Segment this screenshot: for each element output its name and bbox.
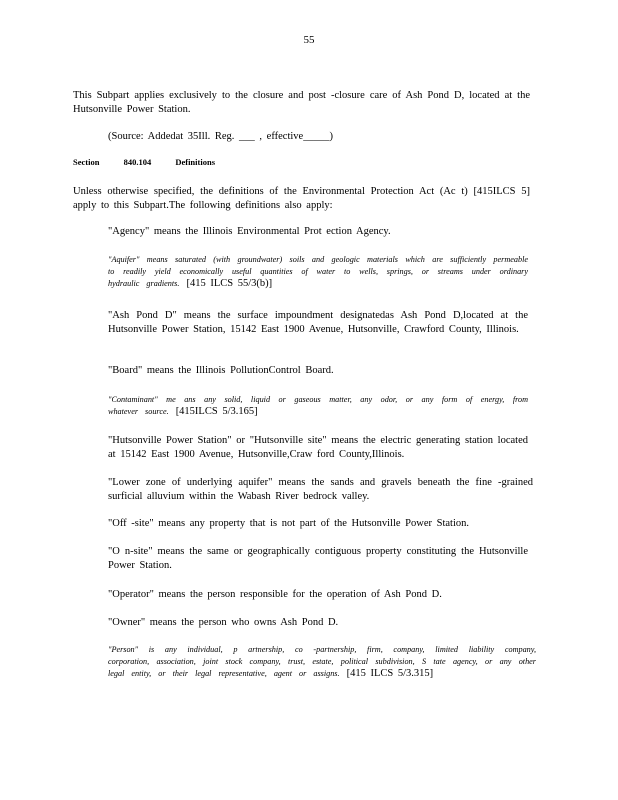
- section-title: Definitions: [175, 157, 215, 167]
- definition-off-site: [108, 517, 528, 531]
- definition-citation: [415ILCS 5/3.165]: [175, 406, 258, 417]
- definition-text: "Agency" means the Illinois Environmental Prot ection Agency.: [108, 226, 391, 237]
- section-heading: [73, 157, 237, 167]
- definition-text: "Person" is any individual, p artnership, co -partnership, firm, company, limited liability company, corporation, association, joint stock company, trust, estate, political subdivision, S tate agency, or any other legal entity, or their legal representative, agent or assigns.: [108, 645, 536, 678]
- definition-citation: [415 ILCS 55/3(b)]: [186, 278, 273, 289]
- definition-agency: [108, 225, 528, 239]
- definition-on-site: [108, 545, 528, 573]
- definition-board: [108, 364, 528, 378]
- definition-text: "Lower zone of underlying aquifer" means the sands and gravels beneath the fine -grained surficial alluvium within the Wabash River bedrock valley.: [108, 477, 533, 502]
- lead-paragraph: [73, 185, 530, 213]
- section-label: Section: [73, 157, 100, 167]
- definition-text: "Hutsonville Power Station" or "Hutsonville site" means the electric generating station located at 15142 East 1900 Avenue, Hutsonville,Craw ford County,Illinois.: [108, 435, 528, 460]
- definition-citation: [415 ILCS 5/3.315]: [346, 668, 434, 679]
- definition-text: "Operator" means the person responsible for the operation of Ash Pond D.: [108, 589, 442, 600]
- definition-text: "Owner" means the person who owns Ash Pond D.: [108, 617, 339, 628]
- source-text: (Source: Addedat 35Ill. Reg. ___ , effective_____): [108, 131, 333, 142]
- definition-text: "Off -site" means any property that is not part of the Hutsonville Power Station.: [108, 518, 469, 529]
- lead-text: Unless otherwise specified, the definitions of the Environmental Protection Act (Ac t) [415ILCS 5] apply to this Subpart.The following definitions also apply:: [73, 186, 530, 211]
- definition-operator: [108, 588, 528, 602]
- definition-person: [108, 644, 536, 680]
- definition-owner: [108, 616, 528, 630]
- definition-text: "Board" means the Illinois PollutionControl Board.: [108, 365, 334, 376]
- page-number: 55: [303, 34, 315, 46]
- definition-text: "Ash Pond D" means the surface impoundment designatedas Ash Pond D,located at the Hutsonville Power Station, 15142 East 1900 Avenue, Hutsonville, Crawford County, Illinois.: [108, 310, 528, 335]
- definition-aquifer: [108, 254, 528, 290]
- intro-paragraph: [73, 89, 530, 117]
- definition-hutsonville-power-station: [108, 434, 528, 462]
- definition-contaminant: [108, 394, 528, 418]
- definition-text: "O n-site" means the same or geographically contiguous property constituting the Hutsonville Power Station.: [108, 546, 528, 571]
- definition-ash-pond-d: [108, 309, 528, 337]
- definition-text: "Contaminant" me ans any solid, liquid or gaseous matter, any odor, or any form of energy, from whatever source.: [108, 395, 528, 416]
- source-note: [108, 130, 408, 144]
- definition-text: "Aquifer" means saturated (with groundwater) soils and geologic materials which are sufficiently permeable to readily yield economically useful quantities of water to wells, springs, or streams under ordinary hydraulic gradients.: [108, 255, 528, 288]
- intro-text: This Subpart applies exclusively to the closure and post -closure care of Ash Pond D, located at the Hutsonville Power Station.: [73, 90, 530, 115]
- definition-lower-zone: [108, 476, 533, 504]
- section-number: 840.104: [123, 157, 152, 167]
